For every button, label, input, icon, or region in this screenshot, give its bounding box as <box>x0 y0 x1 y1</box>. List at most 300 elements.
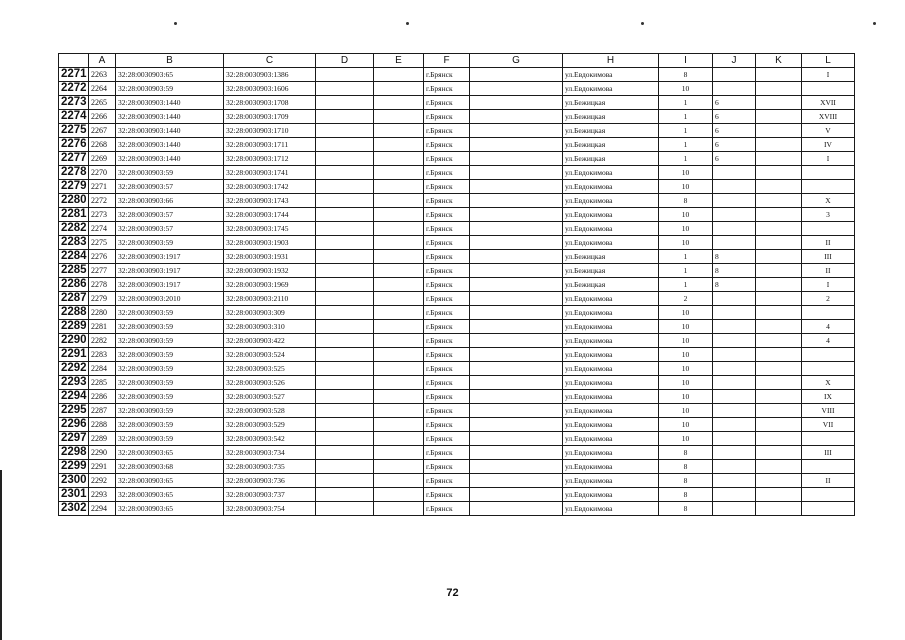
cell-b: 32:28:0030903:1917 <box>116 264 224 278</box>
table-row <box>59 250 855 264</box>
cell-e <box>374 222 424 236</box>
cell-d <box>316 264 374 278</box>
cell-f: г.Брянск <box>424 264 470 278</box>
cell-l <box>802 306 855 320</box>
cell-g <box>470 180 563 194</box>
cell-c: 32:28:0030903:1606 <box>224 82 316 96</box>
spreadsheet-table <box>58 53 855 516</box>
cell-e <box>374 488 424 502</box>
cell-j <box>713 236 756 250</box>
cell-l <box>802 502 855 516</box>
cell-f: г.Брянск <box>424 68 470 82</box>
cell-b: 32:28:0030903:65 <box>116 68 224 82</box>
cell-d <box>316 502 374 516</box>
cell-h: ул.Евдокимова <box>563 446 659 460</box>
cell-a: 2283 <box>89 348 116 362</box>
cell-j <box>713 194 756 208</box>
row-number: 2295 <box>59 404 89 418</box>
cell-e <box>374 250 424 264</box>
row-number: 2275 <box>59 124 89 138</box>
cell-c: 32:28:0030903:734 <box>224 446 316 460</box>
cell-i: 10 <box>659 82 713 96</box>
cell-g <box>470 460 563 474</box>
cell-e <box>374 166 424 180</box>
cell-b: 32:28:0030903:59 <box>116 432 224 446</box>
cell-e <box>374 306 424 320</box>
cell-i: 10 <box>659 236 713 250</box>
cell-f: г.Брянск <box>424 96 470 110</box>
cell-h: ул.Евдокимова <box>563 362 659 376</box>
cell-h: ул.Евдокимова <box>563 502 659 516</box>
cell-i: 8 <box>659 474 713 488</box>
cell-b: 32:28:0030903:59 <box>116 82 224 96</box>
cell-f: г.Брянск <box>424 236 470 250</box>
cell-j <box>713 320 756 334</box>
cell-h: ул.Евдокимова <box>563 292 659 306</box>
cell-d <box>316 278 374 292</box>
cell-l: 2 <box>802 292 855 306</box>
cell-f: г.Брянск <box>424 418 470 432</box>
row-number: 2291 <box>59 348 89 362</box>
column-header: L <box>802 54 855 68</box>
row-number: 2272 <box>59 82 89 96</box>
cell-b: 32:28:0030903:57 <box>116 222 224 236</box>
cell-e <box>374 180 424 194</box>
cell-e <box>374 124 424 138</box>
cell-f: г.Брянск <box>424 460 470 474</box>
cell-b: 32:28:0030903:59 <box>116 390 224 404</box>
cell-e <box>374 376 424 390</box>
column-header: I <box>659 54 713 68</box>
cell-j: 6 <box>713 110 756 124</box>
cell-d <box>316 236 374 250</box>
cell-c: 32:28:0030903:524 <box>224 348 316 362</box>
cell-d <box>316 208 374 222</box>
row-number: 2282 <box>59 222 89 236</box>
cell-b: 32:28:0030903:65 <box>116 474 224 488</box>
cell-f: г.Брянск <box>424 404 470 418</box>
cell-a: 2291 <box>89 460 116 474</box>
table-row <box>59 222 855 236</box>
cell-j <box>713 502 756 516</box>
cell-a: 2281 <box>89 320 116 334</box>
cell-l: XVII <box>802 96 855 110</box>
cell-l: II <box>802 264 855 278</box>
cell-h: ул.Евдокимова <box>563 334 659 348</box>
cell-g <box>470 236 563 250</box>
cell-b: 32:28:0030903:1917 <box>116 250 224 264</box>
cell-i: 8 <box>659 488 713 502</box>
scan-mark-2 <box>406 22 409 25</box>
cell-b: 32:28:0030903:59 <box>116 236 224 250</box>
cell-c: 32:28:0030903:1742 <box>224 180 316 194</box>
cell-i: 1 <box>659 152 713 166</box>
cell-k <box>756 194 802 208</box>
column-header: F <box>424 54 470 68</box>
cell-e <box>374 390 424 404</box>
table-row <box>59 278 855 292</box>
cell-i: 1 <box>659 110 713 124</box>
cell-h: ул.Евдокимова <box>563 376 659 390</box>
cell-g <box>470 334 563 348</box>
cell-a: 2286 <box>89 390 116 404</box>
cell-k <box>756 180 802 194</box>
cell-f: г.Брянск <box>424 208 470 222</box>
column-header: C <box>224 54 316 68</box>
cell-j <box>713 222 756 236</box>
table-row <box>59 96 855 110</box>
cell-l: III <box>802 446 855 460</box>
cell-g <box>470 152 563 166</box>
cell-b: 32:28:0030903:59 <box>116 166 224 180</box>
cell-g <box>470 376 563 390</box>
cell-b: 32:28:0030903:66 <box>116 194 224 208</box>
cell-i: 1 <box>659 278 713 292</box>
cell-c: 32:28:0030903:526 <box>224 376 316 390</box>
cell-c: 32:28:0030903:1931 <box>224 250 316 264</box>
cell-k <box>756 488 802 502</box>
table-row <box>59 502 855 516</box>
cell-a: 2290 <box>89 446 116 460</box>
cell-b: 32:28:0030903:59 <box>116 334 224 348</box>
cell-g <box>470 488 563 502</box>
cell-c: 32:28:0030903:1744 <box>224 208 316 222</box>
row-number: 2278 <box>59 166 89 180</box>
cell-g <box>470 446 563 460</box>
cell-f: г.Брянск <box>424 502 470 516</box>
cell-e <box>374 138 424 152</box>
cell-l: I <box>802 278 855 292</box>
row-number: 2300 <box>59 474 89 488</box>
row-number: 2296 <box>59 418 89 432</box>
table-row <box>59 292 855 306</box>
cell-h: ул.Евдокимова <box>563 348 659 362</box>
cell-g <box>470 194 563 208</box>
cell-e <box>374 446 424 460</box>
cell-f: г.Брянск <box>424 82 470 96</box>
cell-g <box>470 292 563 306</box>
cell-l: III <box>802 250 855 264</box>
cell-l: 3 <box>802 208 855 222</box>
cell-a: 2269 <box>89 152 116 166</box>
cell-g <box>470 390 563 404</box>
row-number: 2292 <box>59 362 89 376</box>
cell-g <box>470 250 563 264</box>
cell-d <box>316 194 374 208</box>
row-number: 2280 <box>59 194 89 208</box>
cell-j <box>713 306 756 320</box>
row-number: 2286 <box>59 278 89 292</box>
cell-d <box>316 110 374 124</box>
scan-edge-line <box>0 470 2 640</box>
cell-h: ул.Бежицкая <box>563 250 659 264</box>
cell-c: 32:28:0030903:1741 <box>224 166 316 180</box>
cell-e <box>374 292 424 306</box>
cell-j <box>713 446 756 460</box>
row-number: 2276 <box>59 138 89 152</box>
cell-f: г.Брянск <box>424 362 470 376</box>
cell-g <box>470 166 563 180</box>
cell-i: 1 <box>659 250 713 264</box>
cell-k <box>756 278 802 292</box>
cell-c: 32:28:0030903:1710 <box>224 124 316 138</box>
cell-a: 2264 <box>89 82 116 96</box>
cell-k <box>756 152 802 166</box>
cell-i: 1 <box>659 124 713 138</box>
cell-a: 2266 <box>89 110 116 124</box>
cell-j <box>713 362 756 376</box>
cell-a: 2265 <box>89 96 116 110</box>
table-row <box>59 180 855 194</box>
cell-i: 10 <box>659 348 713 362</box>
cell-g <box>470 208 563 222</box>
cell-i: 1 <box>659 96 713 110</box>
cell-a: 2271 <box>89 180 116 194</box>
cell-b: 32:28:0030903:59 <box>116 418 224 432</box>
cell-a: 2294 <box>89 502 116 516</box>
cell-l <box>802 362 855 376</box>
cell-j <box>713 376 756 390</box>
cell-e <box>374 474 424 488</box>
cell-k <box>756 82 802 96</box>
cell-j: 8 <box>713 278 756 292</box>
cell-g <box>470 502 563 516</box>
cell-l: VIII <box>802 404 855 418</box>
page-number: 72 <box>446 587 459 599</box>
cell-f: г.Брянск <box>424 250 470 264</box>
column-header: D <box>316 54 374 68</box>
cell-a: 2268 <box>89 138 116 152</box>
cell-e <box>374 418 424 432</box>
cell-k <box>756 334 802 348</box>
cell-l: X <box>802 376 855 390</box>
cell-e <box>374 362 424 376</box>
cell-a: 2287 <box>89 404 116 418</box>
cell-k <box>756 460 802 474</box>
column-header: K <box>756 54 802 68</box>
corner-cell <box>59 54 89 68</box>
table-row <box>59 110 855 124</box>
row-number: 2293 <box>59 376 89 390</box>
cell-j <box>713 82 756 96</box>
row-number: 2302 <box>59 502 89 516</box>
cell-b: 32:28:0030903:1440 <box>116 124 224 138</box>
cell-l <box>802 348 855 362</box>
column-header: E <box>374 54 424 68</box>
cell-f: г.Брянск <box>424 138 470 152</box>
cell-l: VII <box>802 418 855 432</box>
cell-l <box>802 488 855 502</box>
cell-e <box>374 432 424 446</box>
cell-k <box>756 208 802 222</box>
cell-l: X <box>802 194 855 208</box>
cell-f: г.Брянск <box>424 292 470 306</box>
cell-a: 2263 <box>89 68 116 82</box>
cell-l <box>802 166 855 180</box>
cell-c: 32:28:0030903:1903 <box>224 236 316 250</box>
cell-i: 2 <box>659 292 713 306</box>
table-row <box>59 236 855 250</box>
cell-i: 10 <box>659 306 713 320</box>
cell-c: 32:28:0030903:1743 <box>224 194 316 208</box>
row-number: 2289 <box>59 320 89 334</box>
cell-a: 2292 <box>89 474 116 488</box>
cell-h: ул.Евдокимова <box>563 404 659 418</box>
row-number: 2284 <box>59 250 89 264</box>
row-number: 2290 <box>59 334 89 348</box>
cell-f: г.Брянск <box>424 180 470 194</box>
cell-h: ул.Евдокимова <box>563 222 659 236</box>
row-number: 2281 <box>59 208 89 222</box>
cell-e <box>374 502 424 516</box>
cell-e <box>374 404 424 418</box>
row-number: 2273 <box>59 96 89 110</box>
cell-l: XVIII <box>802 110 855 124</box>
cell-b: 32:28:0030903:57 <box>116 180 224 194</box>
cell-k <box>756 292 802 306</box>
cell-h: ул.Евдокимова <box>563 166 659 180</box>
cell-h: ул.Бежицкая <box>563 264 659 278</box>
cell-d <box>316 474 374 488</box>
cell-k <box>756 166 802 180</box>
cell-k <box>756 432 802 446</box>
row-number: 2277 <box>59 152 89 166</box>
cell-i: 8 <box>659 502 713 516</box>
cell-j <box>713 390 756 404</box>
cell-i: 10 <box>659 166 713 180</box>
cell-k <box>756 418 802 432</box>
cell-b: 32:28:0030903:59 <box>116 404 224 418</box>
table-row <box>59 404 855 418</box>
cell-c: 32:28:0030903:754 <box>224 502 316 516</box>
cell-l: I <box>802 68 855 82</box>
table-row <box>59 474 855 488</box>
table-row <box>59 432 855 446</box>
cell-j <box>713 292 756 306</box>
cell-h: ул.Бежицкая <box>563 138 659 152</box>
cell-d <box>316 82 374 96</box>
cell-b: 32:28:0030903:1440 <box>116 96 224 110</box>
cell-a: 2276 <box>89 250 116 264</box>
cell-i: 10 <box>659 432 713 446</box>
cell-f: г.Брянск <box>424 278 470 292</box>
row-number: 2299 <box>59 460 89 474</box>
scan-mark-1 <box>174 22 177 25</box>
cell-i: 10 <box>659 222 713 236</box>
cell-a: 2289 <box>89 432 116 446</box>
cell-g <box>470 418 563 432</box>
table-row <box>59 418 855 432</box>
cell-c: 32:28:0030903:542 <box>224 432 316 446</box>
column-header-row <box>59 54 855 68</box>
cell-i: 10 <box>659 418 713 432</box>
cell-j <box>713 432 756 446</box>
cell-j: 6 <box>713 138 756 152</box>
table-row <box>59 152 855 166</box>
cell-d <box>316 180 374 194</box>
cell-b: 32:28:0030903:1440 <box>116 110 224 124</box>
row-number: 2274 <box>59 110 89 124</box>
cell-f: г.Брянск <box>424 152 470 166</box>
cell-l: V <box>802 124 855 138</box>
cell-g <box>470 432 563 446</box>
cell-h: ул.Бежицкая <box>563 278 659 292</box>
cell-k <box>756 250 802 264</box>
column-header: B <box>116 54 224 68</box>
cell-a: 2267 <box>89 124 116 138</box>
table-row <box>59 460 855 474</box>
cell-h: ул.Евдокимова <box>563 460 659 474</box>
cell-j: 6 <box>713 152 756 166</box>
cell-g <box>470 320 563 334</box>
cell-c: 32:28:0030903:525 <box>224 362 316 376</box>
cell-e <box>374 82 424 96</box>
cell-c: 32:28:0030903:310 <box>224 320 316 334</box>
table-row <box>59 376 855 390</box>
cell-d <box>316 334 374 348</box>
cell-h: ул.Евдокимова <box>563 320 659 334</box>
row-number: 2301 <box>59 488 89 502</box>
cell-l: II <box>802 236 855 250</box>
cell-h: ул.Евдокимова <box>563 488 659 502</box>
cell-h: ул.Евдокимова <box>563 236 659 250</box>
cell-g <box>470 264 563 278</box>
cell-k <box>756 96 802 110</box>
cell-a: 2273 <box>89 208 116 222</box>
cell-f: г.Брянск <box>424 348 470 362</box>
cell-k <box>756 110 802 124</box>
scan-mark-3 <box>641 22 644 25</box>
cell-j <box>713 208 756 222</box>
cell-e <box>374 264 424 278</box>
cell-k <box>756 124 802 138</box>
cell-d <box>316 348 374 362</box>
cell-e <box>374 208 424 222</box>
cell-d <box>316 460 374 474</box>
cell-b: 32:28:0030903:1440 <box>116 152 224 166</box>
cell-i: 8 <box>659 68 713 82</box>
table-row <box>59 446 855 460</box>
cell-f: г.Брянск <box>424 376 470 390</box>
table-row <box>59 124 855 138</box>
cell-i: 10 <box>659 180 713 194</box>
table-row <box>59 390 855 404</box>
cell-h: ул.Евдокимова <box>563 474 659 488</box>
table-row <box>59 208 855 222</box>
cell-d <box>316 446 374 460</box>
cell-f: г.Брянск <box>424 446 470 460</box>
cell-j <box>713 348 756 362</box>
cell-c: 32:28:0030903:1711 <box>224 138 316 152</box>
cell-l: I <box>802 152 855 166</box>
cell-l <box>802 82 855 96</box>
row-number: 2285 <box>59 264 89 278</box>
cell-d <box>316 418 374 432</box>
cell-c: 32:28:0030903:1709 <box>224 110 316 124</box>
cell-f: г.Брянск <box>424 110 470 124</box>
cell-k <box>756 320 802 334</box>
cell-a: 2277 <box>89 264 116 278</box>
cell-j <box>713 488 756 502</box>
cell-c: 32:28:0030903:737 <box>224 488 316 502</box>
cell-l <box>802 432 855 446</box>
cell-c: 32:28:0030903:2110 <box>224 292 316 306</box>
cell-g <box>470 278 563 292</box>
cell-b: 32:28:0030903:65 <box>116 446 224 460</box>
cell-i: 10 <box>659 320 713 334</box>
cell-a: 2270 <box>89 166 116 180</box>
cell-f: г.Брянск <box>424 488 470 502</box>
